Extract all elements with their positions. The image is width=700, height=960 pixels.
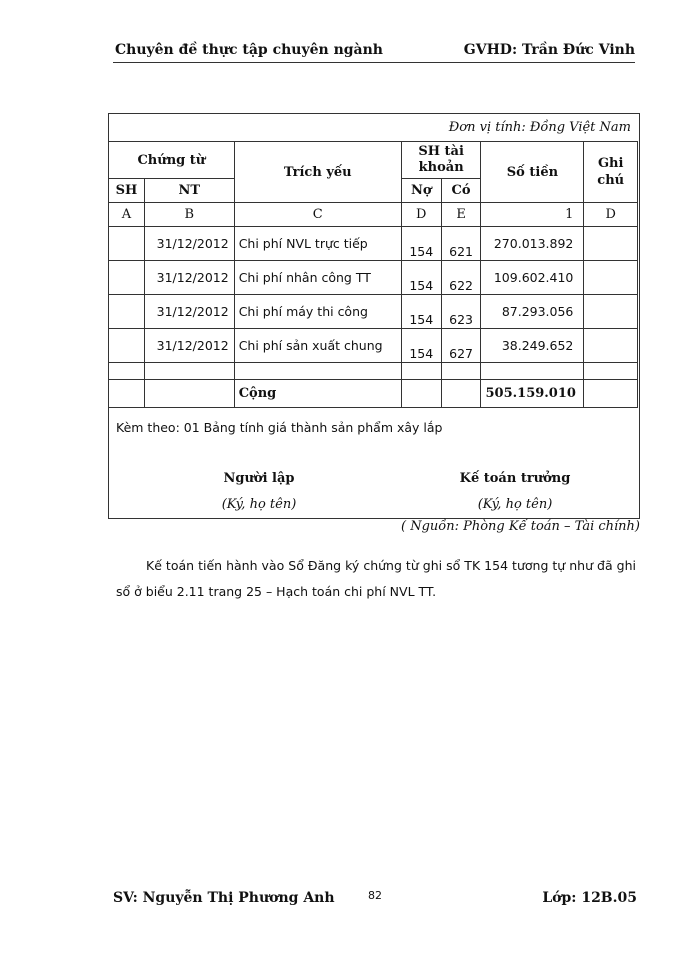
cell-credit: 627	[441, 329, 481, 363]
total-row	[109, 380, 638, 408]
header-debit: Nợ	[401, 179, 441, 203]
cell-date: 31/12/2012	[144, 329, 234, 363]
cell-note	[584, 261, 638, 295]
cell-amount: 87.293.056	[481, 295, 584, 329]
cell-note	[584, 227, 638, 261]
cell-description: Chi phí sản xuất chung	[234, 329, 401, 363]
cell-credit: 623	[441, 295, 481, 329]
header-account: SH tài khoản	[401, 142, 481, 179]
code-cell: A	[109, 203, 145, 227]
code-cell: B	[144, 203, 234, 227]
unit-note: Đơn vị tính: Đồng Việt Nam	[448, 120, 631, 135]
code-cell: 1	[481, 203, 584, 227]
table-row	[109, 261, 638, 295]
signature-chief-accountant	[415, 471, 615, 512]
total-label: Cộng	[234, 380, 401, 408]
page-number: 82	[368, 889, 382, 902]
code-cell: D	[584, 203, 638, 227]
cell-sh	[109, 295, 145, 329]
header-supervisor: GVHD: Trần Đức Vinh	[463, 42, 635, 58]
header-nt: NT	[144, 179, 234, 203]
page-header	[113, 40, 635, 63]
signature-role: Kế toán trưởng	[459, 471, 571, 486]
attachment-note: Kèm theo: 01 Bảng tính giá thành sản phẩm xây lắp	[116, 420, 443, 435]
signature-hint: (Ký, họ tên)	[477, 497, 553, 512]
code-cell: D	[401, 203, 441, 227]
source-note: ( Nguồn: Phòng Kế toán – Tài chính)	[401, 519, 640, 534]
cell-date: 31/12/2012	[144, 295, 234, 329]
header-sh: SH	[109, 179, 145, 203]
footer-student: SV: Nguyễn Thị Phương Anh	[113, 890, 335, 906]
cell-credit: 621	[441, 227, 481, 261]
cell-debit: 154	[401, 295, 441, 329]
cell-debit: 154	[401, 227, 441, 261]
table-row	[109, 295, 638, 329]
voucher-box	[108, 113, 640, 519]
signature-hint: (Ký, họ tên)	[221, 497, 297, 512]
table-row	[109, 227, 638, 261]
header-voucher: Chứng từ	[109, 142, 235, 179]
cell-note	[584, 295, 638, 329]
cell-debit: 154	[401, 329, 441, 363]
cell-amount: 38.249.652	[481, 329, 584, 363]
cell-description: Chi phí nhân công TT	[234, 261, 401, 295]
cell-credit: 622	[441, 261, 481, 295]
code-cell: C	[234, 203, 401, 227]
cell-date: 31/12/2012	[144, 261, 234, 295]
cell-description: Chi phí NVL trực tiếp	[234, 227, 401, 261]
header-credit: Có	[441, 179, 481, 203]
cell-sh	[109, 261, 145, 295]
code-row	[109, 203, 638, 227]
code-cell: E	[441, 203, 481, 227]
header-note: Ghi chú	[584, 142, 638, 203]
cell-amount: 270.013.892	[481, 227, 584, 261]
cell-amount: 109.602.410	[481, 261, 584, 295]
signature-preparer	[159, 471, 359, 512]
cell-sh	[109, 329, 145, 363]
header-summary: Trích yếu	[234, 142, 401, 203]
cell-sh	[109, 227, 145, 261]
table-row	[109, 329, 638, 363]
empty-row	[109, 363, 638, 380]
cell-description: Chi phí máy thi công	[234, 295, 401, 329]
header-amount: Số tiền	[481, 142, 584, 203]
body-paragraph: Kế toán tiến hành vào Sổ Đăng ký chứng từ ghi sổ TK 154 tương tự như đã ghi sổ ở biểu 2.11 trang 25 – Hạch toán chi phí NVL TT.	[116, 558, 636, 599]
footer-class: Lớp: 12B.05	[542, 890, 637, 906]
signature-role: Người lập	[223, 471, 295, 486]
total-amount: 505.159.010	[481, 380, 584, 408]
header-row-1	[109, 142, 638, 179]
cell-debit: 154	[401, 261, 441, 295]
header-course-title: Chuyên đề thực tập chuyên ngành	[115, 42, 383, 58]
cell-date: 31/12/2012	[144, 227, 234, 261]
ledger-table	[108, 141, 638, 408]
cell-note	[584, 329, 638, 363]
